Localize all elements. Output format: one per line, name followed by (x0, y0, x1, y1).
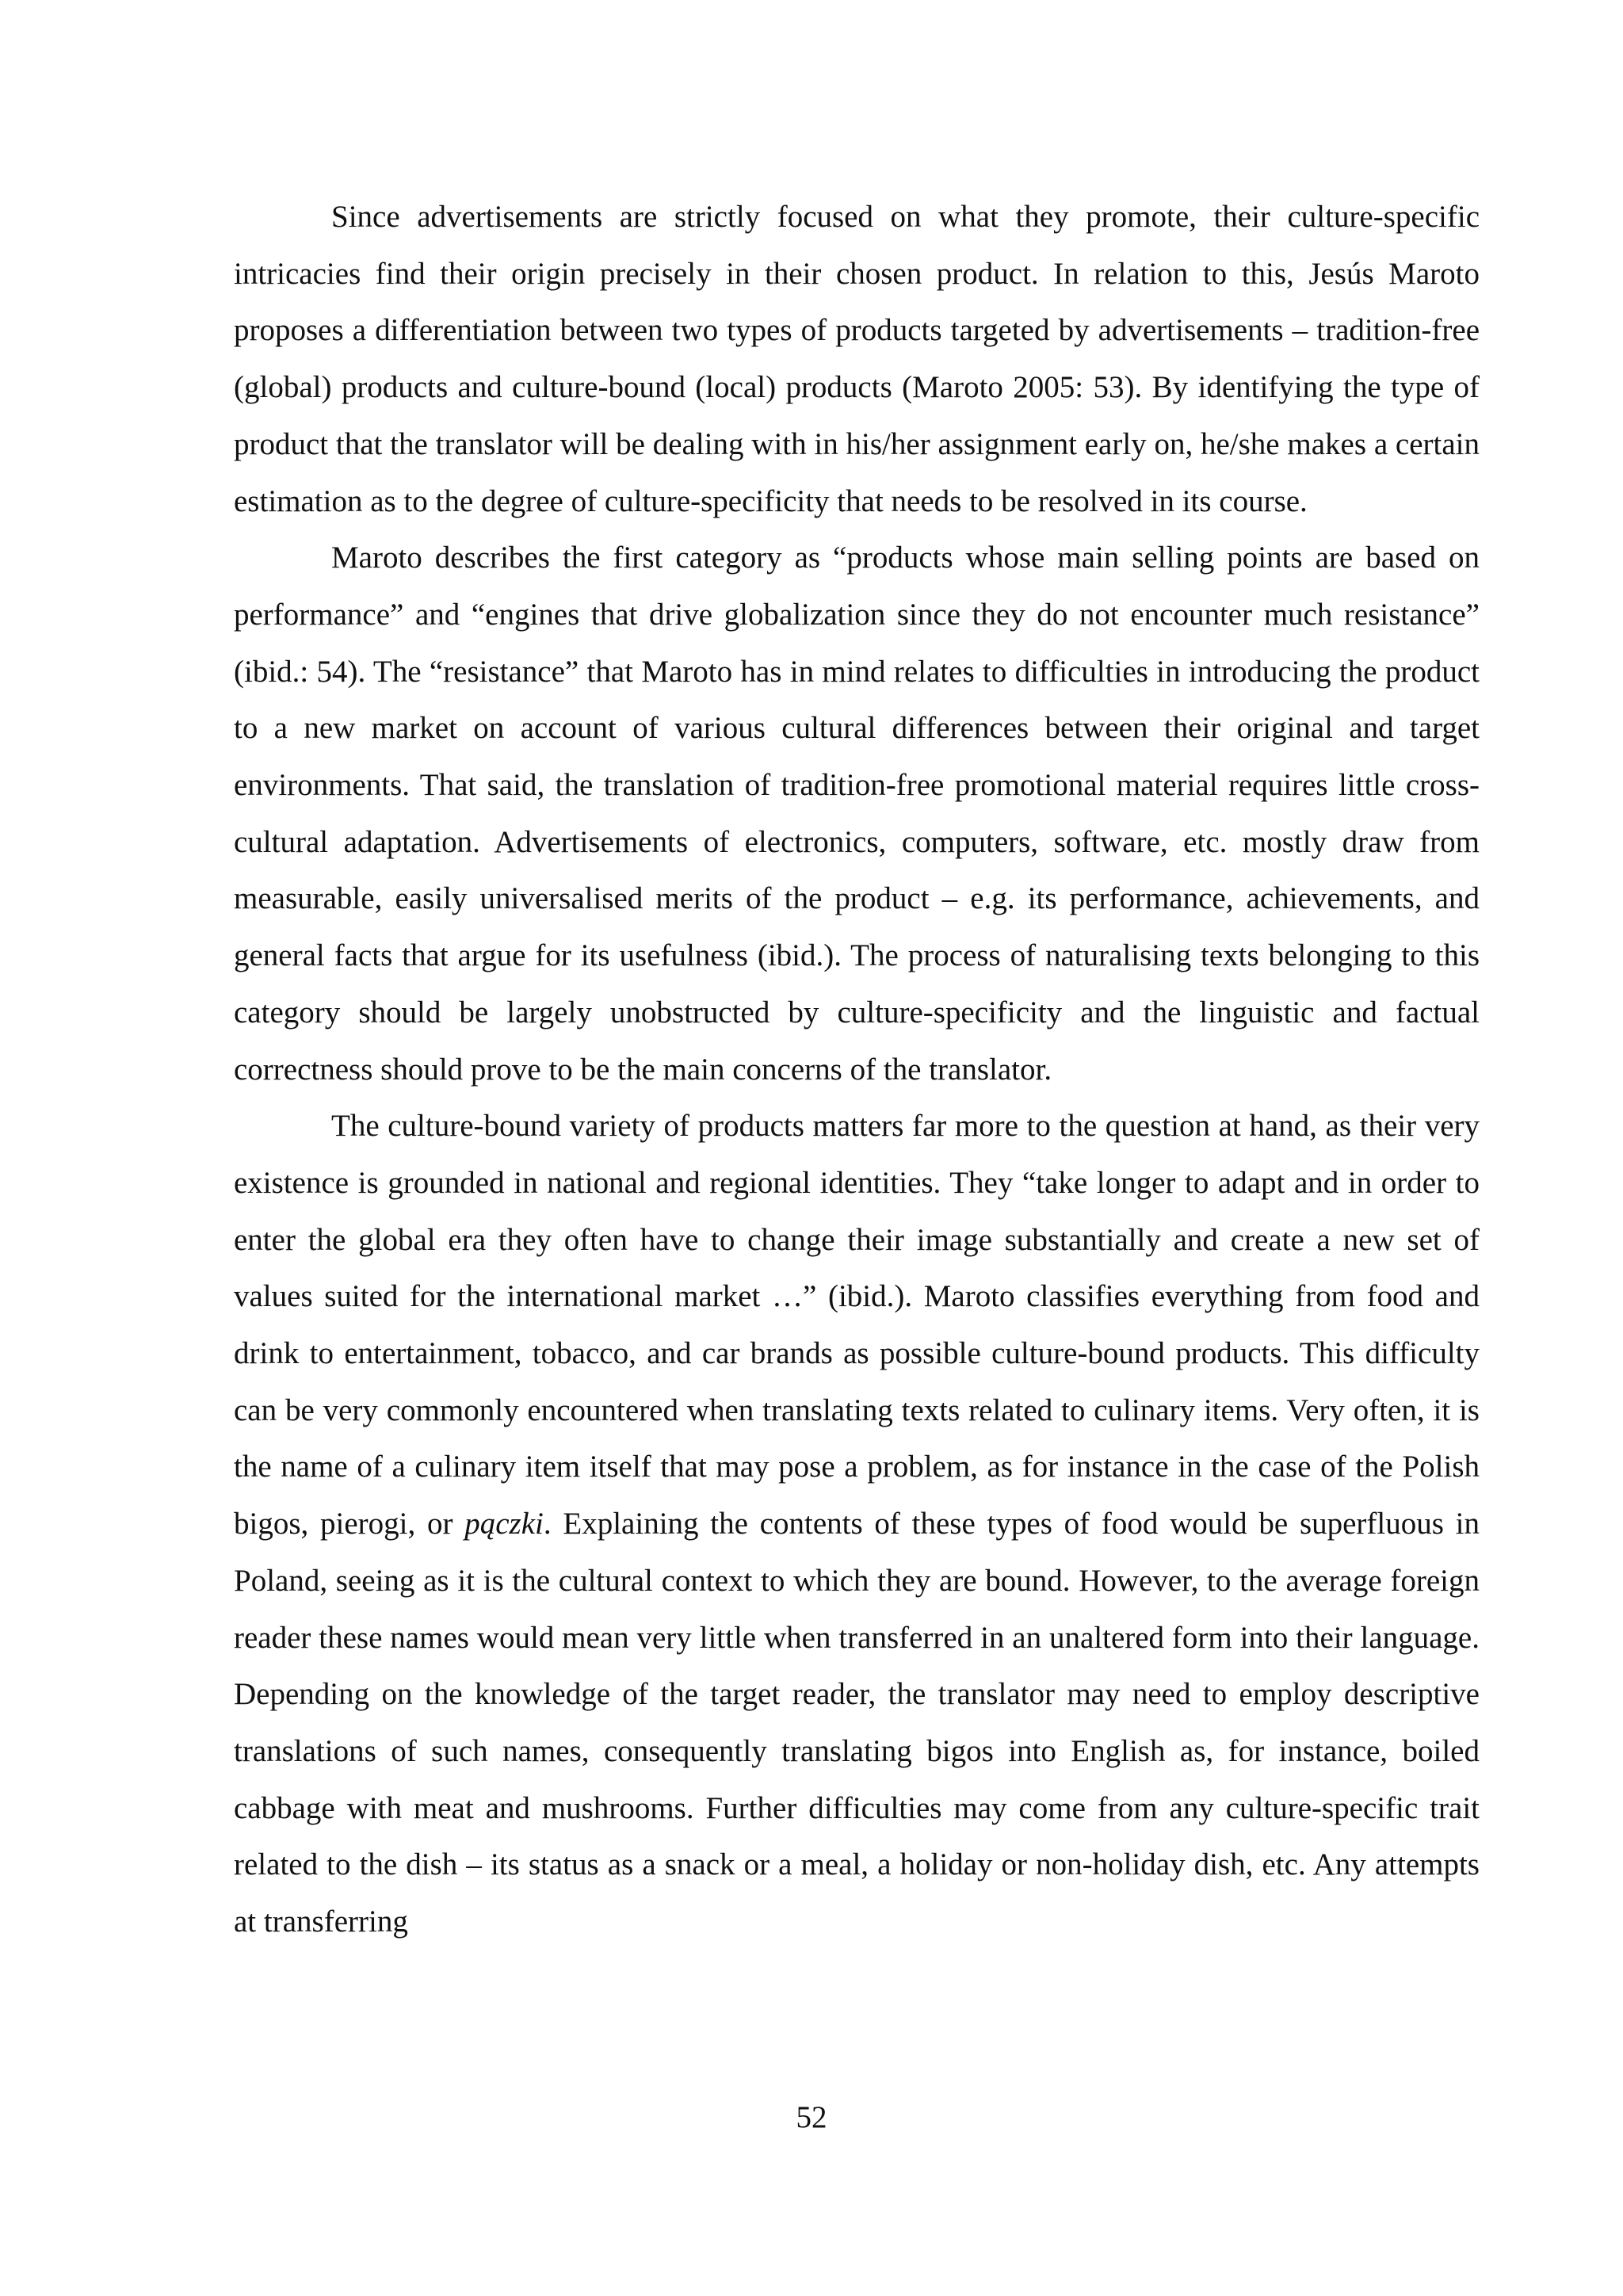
paragraph-2 (234, 529, 1480, 1098)
paragraph-3-text-part-1: The culture-bound variety of products matters far more to the question at hand, as their very existence is grounded in national and regional identities. They “take longer to adapt and in order to enter the global era they often have to change their image substantially and create a new set of values suited for the international market …” (ibid.). Maroto classifies everything from food and drink to entertainment, tobacco, and car brands as possible culture-bound products. This difficulty can be very commonly encountered when translating texts related to culinary items. Very often, it is the name of a culinary item itself that may pose a problem, as for instance in the case of the Polish bigos, pierogi, or (234, 1109, 1480, 1541)
italic-term-paczki: pączki (464, 1507, 544, 1541)
page-number: 52 (796, 2100, 827, 2134)
paragraph-3 (234, 1098, 1480, 1950)
paragraph-3-text-part-2: . Explaining the contents of these types of food would be superfluous in Poland, seeing as it is the cultural context to which they are bound. However, to the average foreign reader these names would mean very little when transferred in an unaltered form into their language. Depending on the knowledge of the target reader, the translator may need to employ descriptive translations of such names, consequently translating bigos into English as, for instance, boiled cabbage with meat and mushrooms. Further difficulties may come from any culture-specific trait related to the dish – its status as a snack or a meal, a holiday or non-holiday dish, etc. Any attempts at transferring (234, 1507, 1480, 1939)
body-text (234, 189, 1480, 1950)
paragraph-1-text: Since advertisements are strictly focused on what they promote, their culture-specific intricacies find their origin precisely in their chosen product. In relation to this, Jesús Maroto proposes a differentiation between two types of products targeted by advertisements – tradition-free (global) products and culture-bound (local) products (Maroto 2005: 53). By identifying the type of product that the translator will be dealing with in his/her assignment early on, he/she makes a certain estimation as to the degree of culture-specificity that needs to be resolved in its course. (234, 200, 1480, 518)
paragraph-1 (234, 189, 1480, 529)
paragraph-2-text: Maroto describes the first category as “products whose main selling points are based on performance” and “engines that drive globalization since they do not encounter much resistance” (ibid.: 54). The “resistance” that Maroto has in mind relates to difficulties in introducing the product to a new market on account of various cultural differences between their original and target environments. That said, the translation of tradition-free promotional material requires little cross-cultural adaptation. Advertisements of electronics, computers, software, etc. mostly draw from measurable, easily universalised merits of the product – e.g. its performance, achievements, and general facts that argue for its usefulness (ibid.). The process of naturalising texts belonging to this category should be largely unobstructed by culture-specificity and the linguistic and factual correctness should prove to be the main concerns of the translator. (234, 541, 1480, 1087)
